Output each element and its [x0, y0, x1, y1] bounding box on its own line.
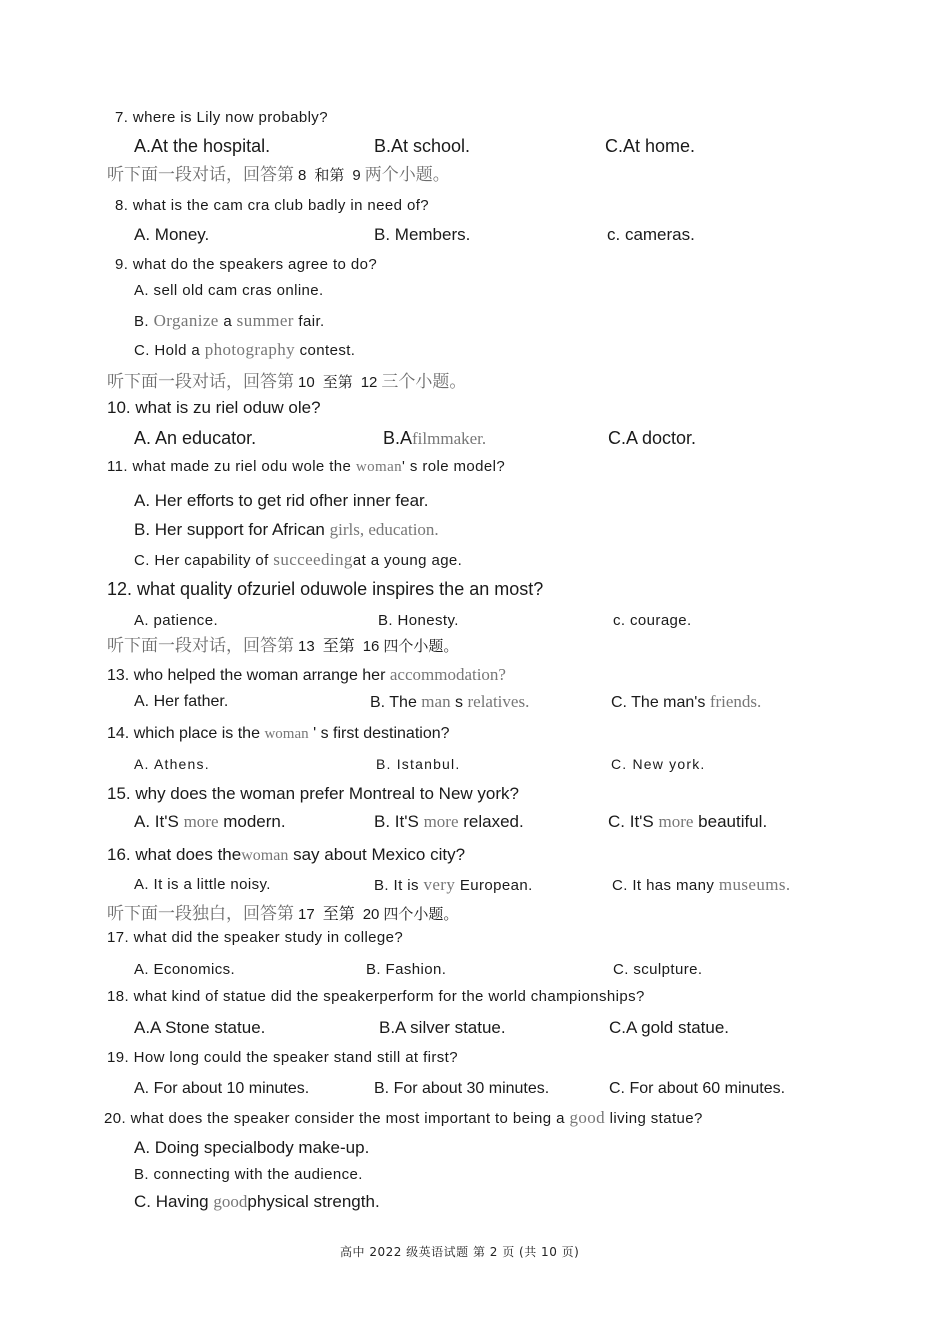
question-14-option-c: C. New york. — [611, 756, 706, 772]
question-15-stem: 15. why does the woman prefer Montreal to New york? — [107, 784, 519, 803]
question-10-option-c: C.A doctor. — [608, 428, 697, 448]
question-16-option-b: B. It is very European. — [374, 875, 533, 894]
section-heading-3: 听下面一段对话，回答第 13 至第 16 四个小题。 — [107, 636, 459, 656]
section-heading-4: 听下面一段独白，回答第 17 至第 20 四个小题。 — [107, 904, 459, 924]
question-19-option-a: A. For about 10 minutes. — [134, 1080, 310, 1097]
question-11-option-a: A. Her efforts to get rid ofher inner fear. — [134, 491, 429, 510]
question-18-option-b: B.A silver statue. — [379, 1018, 506, 1037]
question-19-option-c: C. For about 60 minutes. — [609, 1080, 786, 1097]
question-14-stem: 14. which place is the woman ' s first destination? — [107, 725, 450, 742]
question-7-option-a: A.At the hospital. — [134, 136, 271, 156]
question-13-option-c: C. The man's friends. — [611, 692, 762, 711]
question-8-option-b: B. Members. — [374, 225, 471, 244]
question-9-option-b: B. Organize a summer fair. — [134, 311, 325, 330]
question-16-option-a: A. It is a little noisy. — [134, 876, 271, 893]
question-16-option-c: C. It has many museums. — [612, 875, 791, 894]
page-footer: 高中 2022 级英语试题 第 2 页 (共 10 页) — [340, 1245, 580, 1259]
question-13-option-b: B. The man s relatives. — [370, 692, 530, 711]
question-7-stem: 7. where is Lily now probably? — [115, 109, 328, 126]
question-19-stem: 19. How long could the speaker stand still at first? — [107, 1049, 458, 1066]
question-8-stem: 8. what is the cam cra club badly in need of? — [115, 197, 430, 214]
question-8-option-a: A. Money. — [134, 225, 210, 244]
question-11-option-b: B. Her support for African girls, education. — [134, 520, 439, 539]
question-18-option-c: C.A gold statue. — [609, 1018, 730, 1037]
question-11-stem: 11. what made zu riel odu wole the woman' s role model? — [107, 458, 506, 475]
question-12-option-b: B. Honesty. — [378, 612, 459, 629]
question-20-option-c: C. Having goodphysical strength. — [134, 1192, 380, 1211]
question-20-stem: 20. what does the speaker consider the most important to being a good living statue? — [104, 1108, 703, 1127]
question-17-option-c: C. sculpture. — [613, 961, 703, 978]
question-12-option-c: c. courage. — [613, 612, 692, 629]
question-14-option-a: A. Athens. — [134, 756, 210, 772]
question-16-stem: 16. what does thewoman say about Mexico city? — [107, 845, 466, 864]
question-15-option-a: A. It'S more modern. — [134, 812, 286, 831]
section-heading-1: 听下面一段对话，回答第 8 和第 9 两个小题。 — [107, 165, 450, 185]
question-7-option-c: C.At home. — [605, 136, 696, 156]
question-9-option-c: C. Hold a photography contest. — [134, 340, 356, 359]
question-18-option-a: A.A Stone statue. — [134, 1018, 266, 1037]
question-18-stem: 18. what kind of statue did the speakerperform for the world championships? — [107, 988, 645, 1005]
question-12-option-a: A. patience. — [134, 612, 219, 629]
question-9-option-a: A. sell old cam cras online. — [134, 282, 324, 299]
question-10-stem: 10. what is zu riel oduw ole? — [107, 398, 321, 417]
question-19-option-b: B. For about 30 minutes. — [374, 1080, 550, 1097]
question-20-option-a: A. Doing specialbody make-up. — [134, 1138, 370, 1157]
question-17-option-a: A. Economics. — [134, 961, 236, 978]
question-14-option-b: B. Istanbul. — [376, 756, 461, 772]
question-15-option-c: C. It'S more beautiful. — [608, 812, 768, 831]
question-17-option-b: B. Fashion. — [366, 961, 447, 978]
question-10-option-a: A. An educator. — [134, 428, 257, 448]
question-7-option-b: B.At school. — [374, 136, 471, 156]
section-heading-2: 听下面一段对话，回答第 10 至第 12 三个小题。 — [107, 372, 467, 392]
question-17-stem: 17. what did the speaker study in college? — [107, 929, 404, 946]
question-12-stem: 12. what quality ofzuriel oduwole inspires the an most? — [107, 579, 544, 599]
question-10-option-b: B.Afilmmaker. — [383, 428, 487, 448]
question-8-option-c: c. cameras. — [607, 225, 695, 244]
question-15-option-b: B. It'S more relaxed. — [374, 812, 524, 831]
question-9-stem: 9. what do the speakers agree to do? — [115, 256, 378, 273]
question-11-option-c: C. Her capability of succeedingat a young age. — [134, 550, 463, 569]
question-20-option-b: B. connecting with the audience. — [134, 1166, 363, 1183]
question-13-option-a: A. Her father. — [134, 693, 229, 710]
question-13-stem: 13. who helped the woman arrange her accommodation? — [107, 665, 506, 684]
